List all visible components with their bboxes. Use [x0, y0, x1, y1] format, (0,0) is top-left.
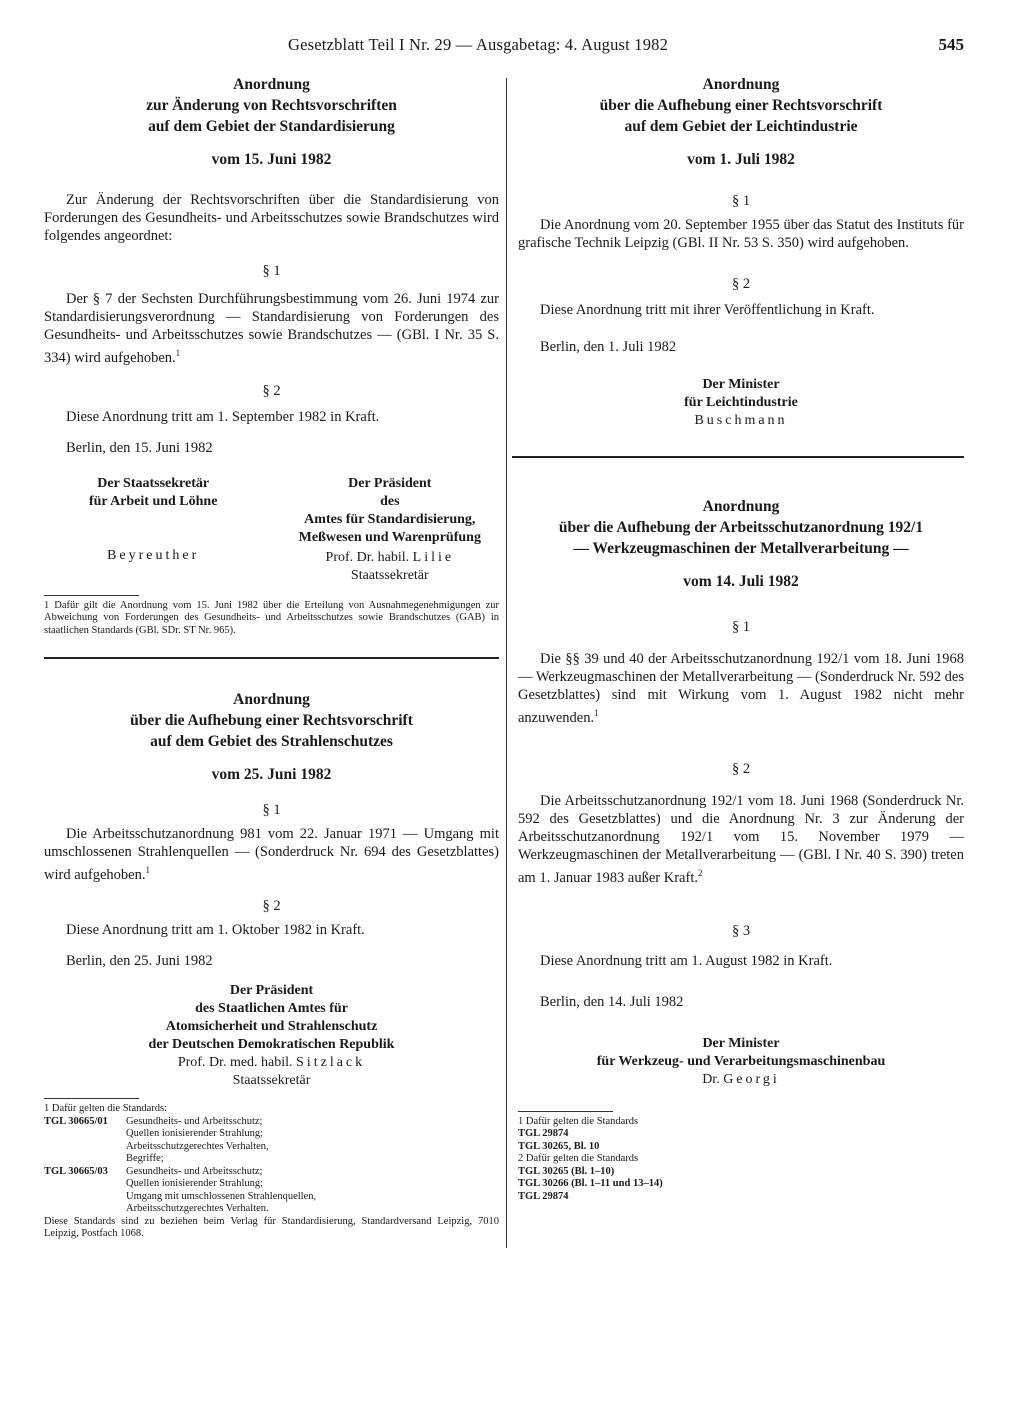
section-strahlenschutz	[44, 689, 499, 1240]
footnote-tail: Diese Standards sind zu beziehen beim Verlag für Standardisierung, Standardversand Leipzig, 7010 Leipzig, Postfach 1068.	[44, 1215, 499, 1240]
standard-row	[44, 1153, 499, 1166]
standard-text: Umgang mit umschlossenen Strahlenquellen,	[126, 1190, 317, 1202]
title-line: auf dem Gebiet der Standardisierung	[148, 118, 395, 135]
footnote-line: TGL 29874	[518, 1128, 569, 1140]
footnote-line: TGL 29874	[518, 1190, 569, 1202]
signature-title: Der Präsident	[348, 475, 432, 491]
paragraph-text	[44, 825, 499, 884]
standard-text: Arbeitsschutzgerechtes Verhalten.	[126, 1203, 269, 1215]
standard-row	[44, 1203, 499, 1216]
signature-name: Buschmann	[694, 413, 788, 428]
header-line: Gesetzblatt Teil I Nr. 29 — Ausgabetag: 4. August 1982	[288, 35, 669, 54]
title-line: — Werkzeugmaschinen der Metallverarbeitung —	[573, 540, 909, 557]
signature-block	[518, 1035, 964, 1089]
signature-title: für Leichtindustrie	[684, 395, 798, 410]
standard-code	[44, 1191, 126, 1204]
footnote-line: 1 Dafür gelten die Standards	[518, 1115, 639, 1127]
right-column	[512, 74, 964, 1203]
footnote-rule	[44, 595, 139, 596]
standard-code	[44, 1128, 126, 1141]
section-leichtindustrie	[518, 74, 964, 430]
signature-left	[44, 475, 262, 585]
standard-row	[44, 1166, 499, 1179]
section-title	[44, 689, 499, 752]
section-title	[44, 74, 499, 137]
standards-list	[44, 1116, 499, 1216]
title-line: über die Aufhebung einer Rechtsvorschrift	[130, 712, 413, 730]
section-standardisierung	[44, 74, 499, 637]
signature-title: des	[380, 493, 400, 509]
signature-title: für Arbeit und Löhne	[88, 493, 218, 509]
paragraph-text: Die Anordnung vom 20. September 1955 über das Statut des Instituts für grafische Technik Leipzig (GBl. II Nr. 53 S. 350) wird aufgehoben.	[518, 217, 964, 251]
signature-title: der Deutschen Demokratischen Republik	[148, 1037, 395, 1053]
standard-row	[44, 1178, 499, 1191]
title-line: zur Änderung von Rechtsvorschriften	[146, 97, 397, 114]
paragraph-body: Der § 7 der Sechsten Durchführungsbestimmung vom 26. Juni 1974 zur Standardisierungsverordnung — Standardisierung von Forderungen des Gesundheits- und Arbeitsschutzes sowie Brandschutzes — (GBl. I Nr. 35 S. 334) wird aufgehoben.	[44, 291, 499, 366]
paragraph-symbol: § 1	[731, 193, 751, 209]
place-date: Berlin, den 14. Juli 1982	[540, 993, 684, 1010]
column-divider	[506, 78, 507, 1248]
signature-name: Beyreuther	[107, 547, 200, 563]
signature-title: Der Präsident	[229, 983, 314, 999]
title-line: auf dem Gebiet der Leichtindustrie	[624, 118, 858, 135]
signature-block	[44, 982, 499, 1090]
footnote: 1 Dafür gilt die Anordnung vom 15. Juni 1982 über die Erteilung von Ausnahmegenehmigungen zur Abweichung von Forderungen des Gesundheits- und Arbeitsschutzes sowie Brandschutzes (GAB) in staatlichen Standards (GBl. SDr. ST Nr. 965).	[44, 599, 499, 636]
signature-title: Der Minister	[702, 377, 780, 392]
signature-title: Atomsicherheit und Strahlenschutz	[165, 1019, 378, 1035]
standard-row	[44, 1116, 499, 1129]
signature-title: Meßwesen und Warenprüfung	[298, 529, 481, 545]
standard-text: Gesundheits- und Arbeitsschutz;	[126, 1165, 263, 1177]
signature-name: Lilie	[412, 549, 455, 565]
signature-title: Der Staatssekretär	[97, 475, 210, 491]
signature-prefix: Prof. Dr. habil.	[325, 549, 410, 565]
section-title	[518, 496, 964, 559]
page-header	[20, 33, 964, 57]
section-date: vom 14. Juli 1982	[683, 573, 799, 590]
paragraph-symbol: § 2	[731, 760, 751, 777]
section-separator	[512, 456, 964, 458]
left-column	[44, 74, 499, 1241]
section-date: vom 1. Juli 1982	[687, 151, 795, 168]
footnote-marker: 1	[175, 348, 181, 358]
signature-title: für Werkzeug- und Verarbeitungsmaschinenbau	[596, 1053, 886, 1069]
section-arbeitsschutz	[518, 496, 964, 1203]
signature-title: Der Minister	[702, 1035, 780, 1051]
signature-title: Amtes für Standardisierung,	[304, 511, 476, 527]
paragraph-symbol: § 1	[262, 263, 281, 279]
signature-prefix: Dr.	[702, 1071, 720, 1087]
standard-code	[44, 1178, 126, 1191]
footnote	[44, 1103, 499, 1241]
title-line: Anordnung	[702, 76, 780, 93]
standard-text: Begriffe;	[126, 1153, 164, 1165]
footnote-marker: 1	[145, 865, 150, 876]
standard-code	[44, 1203, 126, 1216]
footnote-line: TGL 30266 (Bl. 1–11 und 13–14)	[518, 1178, 663, 1190]
standard-text: Gesundheits- und Arbeitsschutz;	[126, 1115, 263, 1127]
place-date: Berlin, den 1. Juli 1982	[540, 339, 677, 355]
signature-title: des Staatlichen Amtes für	[195, 1001, 348, 1017]
footnote-line: TGL 30265, Bl. 10	[518, 1140, 600, 1152]
section-title	[518, 74, 964, 137]
standard-code: TGL 30665/01	[44, 1115, 108, 1127]
title-line: über die Aufhebung der Arbeitsschutzanordnung 192/1	[558, 519, 924, 536]
paragraph-text	[518, 792, 964, 887]
paragraph-symbol: § 2	[731, 276, 751, 292]
intro-paragraph: Zur Änderung der Rechtsvorschriften über die Standardisierung von Forderungen des Gesundheits- und Arbeitsschutzes sowie Brandschutzes wird folgendes angeordnet:	[44, 192, 499, 244]
title-line: Anordnung	[233, 691, 310, 709]
place-date: Berlin, den 15. Juni 1982	[66, 439, 213, 456]
signature-name: Sitzlack	[296, 1055, 366, 1071]
section-date: vom 25. Juni 1982	[211, 766, 332, 784]
standard-row	[44, 1128, 499, 1141]
standard-code	[44, 1141, 126, 1154]
signature-right	[281, 475, 499, 585]
title-line: über die Aufhebung einer Rechtsvorschrift	[599, 97, 883, 114]
footnote-line: 2 Dafür gelten die Standards	[518, 1153, 639, 1165]
standard-text: Quellen ionisierender Strahlung;	[126, 1128, 264, 1140]
paragraph-symbol: § 2	[262, 382, 281, 399]
signature-prefix: Prof. Dr. med. habil.	[177, 1055, 293, 1071]
signature-block	[44, 475, 499, 585]
signature-role: Staatssekretär	[350, 567, 429, 583]
standard-code	[44, 1153, 126, 1166]
footnote-intro: 1 Dafür gelten die Standards:	[44, 1103, 168, 1115]
paragraph-body: Die §§ 39 und 40 der Arbeitsschutzanordnung 192/1 vom 18. Juni 1968 — Werkzeugmaschinen der Metallverarbeitung — (Sonderdruck Nr. 592 des Gesetzblattes) sind mit Wirkung vom 1. August 1982 nicht mehr anzuwenden.	[518, 651, 964, 726]
standard-text: Arbeitsschutzgerechtes Verhalten,	[126, 1140, 269, 1152]
footnote-line: TGL 30265 (Bl. 1–10)	[518, 1165, 615, 1177]
title-line: auf dem Gebiet des Strahlenschutzes	[150, 733, 393, 751]
paragraph-text: Diese Anordnung tritt am 1. August 1982 in Kraft.	[540, 952, 833, 969]
paragraph-body: Die Arbeitsschutzanordnung 192/1 vom 18. Juni 1968 (Sonderdruck Nr. 592 des Gesetzblattes) und die Anordnung Nr. 3 zur Änderung der Arbeitsschutzanordnung 192/1 vom 15. November 1979 — Werkzeugmaschinen der Metallverarbeitung — (GBl. I Nr. 40 S. 390) treten am 1. Januar 1983 außer Kraft.	[518, 792, 964, 886]
paragraph-symbol: § 2	[262, 898, 281, 915]
signature-role: Staatssekretär	[232, 1073, 311, 1089]
page-number: 545	[938, 35, 964, 54]
title-line: Anordnung	[702, 498, 780, 515]
signature-block	[518, 376, 964, 430]
standard-code: TGL 30665/03	[44, 1165, 108, 1177]
footnote	[518, 1116, 964, 1204]
paragraph-text: Diese Anordnung tritt am 1. Oktober 1982 in Kraft.	[66, 922, 365, 939]
paragraph-body: Die Arbeitsschutzanordnung 981 vom 22. Januar 1971 — Umgang mit umschlossenen Strahlenquellen — (Sonderdruck Nr. 694 des Gesetzblattes) wird aufgehoben.	[44, 826, 499, 884]
footnote-rule	[518, 1111, 613, 1112]
paragraph-text	[44, 290, 499, 367]
section-date: vom 15. Juni 1982	[211, 151, 332, 168]
section-separator	[44, 657, 499, 659]
paragraph-text: Diese Anordnung tritt am 1. September 1982 in Kraft.	[66, 408, 380, 425]
footnote-rule	[44, 1098, 139, 1099]
signature-name: Georgi	[723, 1071, 780, 1087]
paragraph-text: Diese Anordnung tritt mit ihrer Veröffentlichung in Kraft.	[540, 302, 875, 318]
paragraph-symbol: § 1	[731, 619, 751, 635]
paragraph-text	[518, 650, 964, 727]
footnote-marker: 2	[697, 867, 703, 878]
standard-row	[44, 1141, 499, 1154]
paragraph-symbol: § 1	[262, 802, 281, 819]
standard-text: Quellen ionisierender Strahlung;	[126, 1178, 264, 1190]
title-line: Anordnung	[233, 76, 310, 93]
place-date: Berlin, den 25. Juni 1982	[66, 953, 213, 970]
paragraph-symbol: § 3	[731, 922, 751, 939]
footnote-marker: 1	[594, 708, 599, 718]
standard-row	[44, 1191, 499, 1204]
